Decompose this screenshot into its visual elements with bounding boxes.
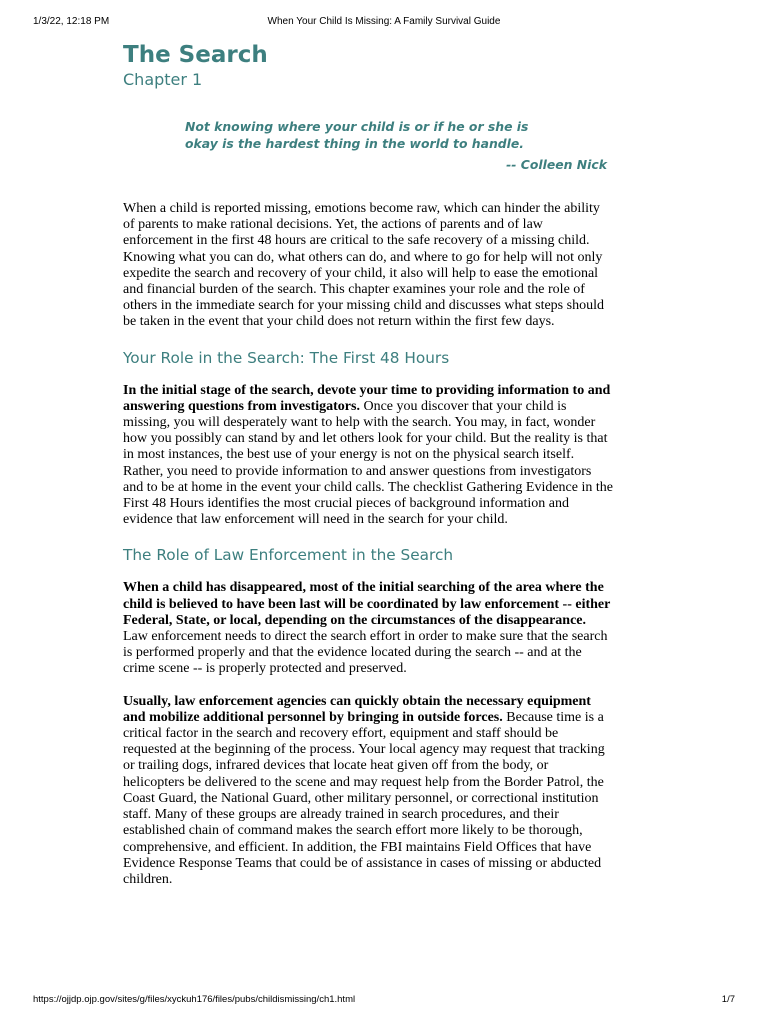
law-enforcement-lead-1: When a child has disappeared, most of the initial searching of the area where the child is believed to have been last will be coordinated by law enforcement -- either Federal, State, or local, depending on the circumstances of the disappearance. [123,580,611,628]
section-heading-law-enforcement: The Role of Law Enforcement in the Search [123,546,454,565]
quote-text: Not knowing where your child is or if he or she is okay is the hardest thing in the world to handle. [185,119,529,151]
print-doc-title: When Your Child Is Missing: A Family Survival Guide [267,16,501,27]
page-title: The Search [123,42,268,68]
law-enforcement-paragraph-1 [123,580,613,677]
law-enforcement-paragraph-2 [123,694,613,888]
page-number: 1/7 [721,994,735,1005]
your-role-body: Once you discover that your child is missing, you will desperately want to help with the search. You may, in fact, wonder how you possibly can stand by and let others look for your child. But the reality is that in most instances, the best use of your energy is not on the physical search itself. Rather, you need to provide information to and answer questions from investigators and to be at home in the event your child calls. The checklist Gathering Evidence in the First 48 Hours identifies the most crucial pieces of background information and evidence that law enforcement will need in the search for your child. [123,398,613,528]
epigraph-quote [185,118,607,173]
your-role-paragraph [123,383,613,529]
law-enforcement-body-2: Because time is a critical factor in the search and recovery effort, equipment and staff should be requested at the beginning of the process. Your local agency may request that tracking or trailing dogs, infrared devices that locate heat given off from the body, or helicopters be delivered to the scene and may request help from the Border Patrol, the Coast Guard, the National Guard, other military personnel, or correctional institution staff. Many of these groups are already trained in search procedures, and their established chain of command makes the search effort more likely to be thorough, comprehensive, and efficient. In addition, the FBI maintains Field Offices that have Evidence Response Teams that could be of assistance in cases of missing or abducted children. [123,709,605,887]
law-enforcement-body-1: Law enforcement needs to direct the search effort in order to make sure that the search is performed properly and that the evidence located during the search -- and at the crime scene -- is properly protected and preserved. [123,629,608,677]
source-url: https://ojjdp.ojp.gov/sites/g/files/xyckuh176/files/pubs/childismissing/ch1.html [33,994,356,1005]
chapter-label: Chapter 1 [123,70,203,89]
print-datetime: 1/3/22, 12:18 PM [33,16,110,27]
article-content [123,40,613,888]
section-heading-your-role: Your Role in the Search: The First 48 Hours [123,348,450,367]
law-enforcement-lead-2: Usually, law enforcement agencies can quickly obtain the necessary equipment and mobilize additional personnel by bringing in outside forces. [123,693,591,725]
your-role-lead: In the initial stage of the search, devote your time to providing information to and answering questions from investigators. [123,382,611,414]
quote-attribution: -- Colleen Nick [506,157,607,172]
print-footer [33,994,735,1008]
print-header [33,16,735,30]
intro-paragraph: When a child is reported missing, emotions become raw, which can hinder the ability of parents to make rational decisions. Yet, the actions of parents and of law enforcement in the first 48 hours are critical to the safe recovery of a missing child. Knowing what you can do, what others can do, and where to go for help will not only expedite the search and recovery of your child, it also will help to ease the emotional and financial burden of the search. This chapter examines your role and the role of others in the immediate search for your missing child and discusses what steps should be taken in the event that your child does not return within the first few days. [123,201,604,330]
